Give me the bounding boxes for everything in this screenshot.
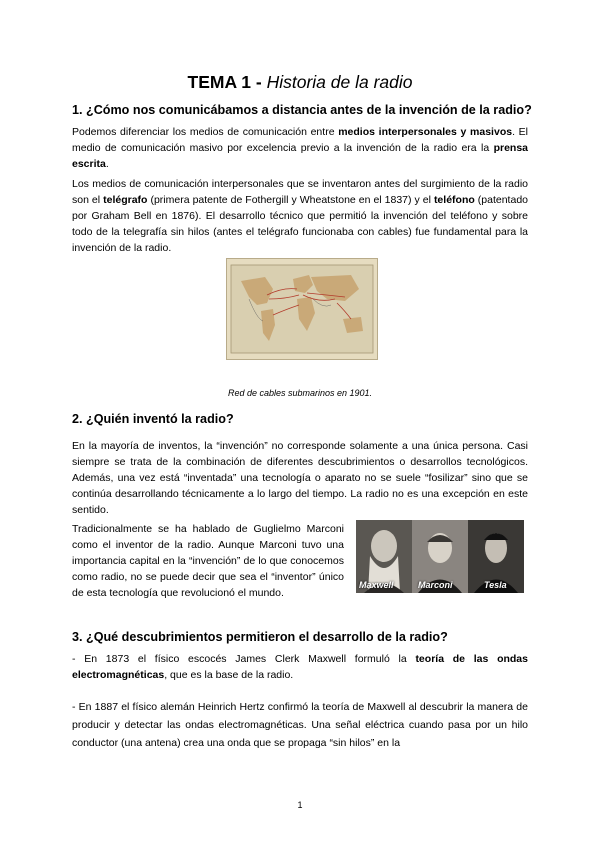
section-2-heading: 2. ¿Quién inventó la radio? bbox=[72, 412, 234, 426]
map-caption: Red de cables submarinos en 1901. bbox=[227, 388, 373, 398]
marconi-portrait: Marconi bbox=[412, 520, 468, 593]
section-2-paragraph-1: En la mayoría de inventos, la “invención” no corresponde solamente a una única persona. Casi siempre se trata de la combinación de diferentes descubrimientos o desarrollos tecnológicos. Además, una vez está “inventada” una tecnología o aparato no se suele “fosilizar” sino que se continúa desarrollando técnicamente a lo largo del tiempo. La radio no es una excepción en este sentido. bbox=[72, 440, 528, 516]
section-1-heading: 1. ¿Cómo nos comunicábamos a distancia antes de la invención de la radio? bbox=[72, 103, 532, 117]
page-number: 1 bbox=[297, 800, 303, 810]
submarine-cable-map-image bbox=[226, 258, 378, 360]
inventors-portraits-image bbox=[356, 520, 524, 593]
section-3-paragraph-1: - En 1873 el físico escocés James Clerk Maxwell formuló la teoría de las ondas electromagnéticas, que es la base de la radio. bbox=[72, 653, 528, 681]
world-map-icon bbox=[227, 259, 377, 359]
section-3-heading: 3. ¿Qué descubrimientos permitieron el desarrollo de la radio? bbox=[72, 630, 448, 644]
section-1-paragraph-2: Los medios de comunicación interpersonales que se inventaron antes del surgimiento de la radio son el telégrafo (primera patente de Fothergill y Wheatstone en el 1837) y el teléfono (patentado por Graham Bell en 1876). El desarrollo técnico que permitió la invención del teléfono y sobre todo de la telegrafía sin hilos (antes el telégrafo funcionaba con cables) fue fundamental para la invención de la radio. bbox=[72, 178, 528, 254]
section-2-paragraph-2: Tradicionalmente se ha hablado de Guglielmo Marconi como el inventor de la radio. Aunque Marconi tuvo una importancia capital en la “invención” de lo que conocemos como radio, no se puede decir que sea el “inventor” único de esta tecnología que revolucionó el mundo. bbox=[72, 523, 344, 599]
maxwell-portrait: Maxwell bbox=[356, 520, 412, 593]
section-3-paragraph-2: - En 1887 el físico alemán Heinrich Hertz confirmó la teoría de Maxwell al descubrir la manera de producir y detectar las ondas electromagnéticas. Una señal eléctrica cuando pasa por un hilo conductor (una antena) crea una onda que se propaga “sin hilos” en la bbox=[72, 701, 528, 749]
section-1-paragraph-1: Podemos diferenciar los medios de comunicación entre medios interpersonales y masivos. El medio de comunicación masivo por excelencia previo a la invención de la radio era la prensa escrita. bbox=[72, 126, 529, 170]
tesla-portrait: Tesla bbox=[468, 520, 524, 593]
page-title: TEMA 1 - Historia de la radio bbox=[187, 72, 413, 92]
